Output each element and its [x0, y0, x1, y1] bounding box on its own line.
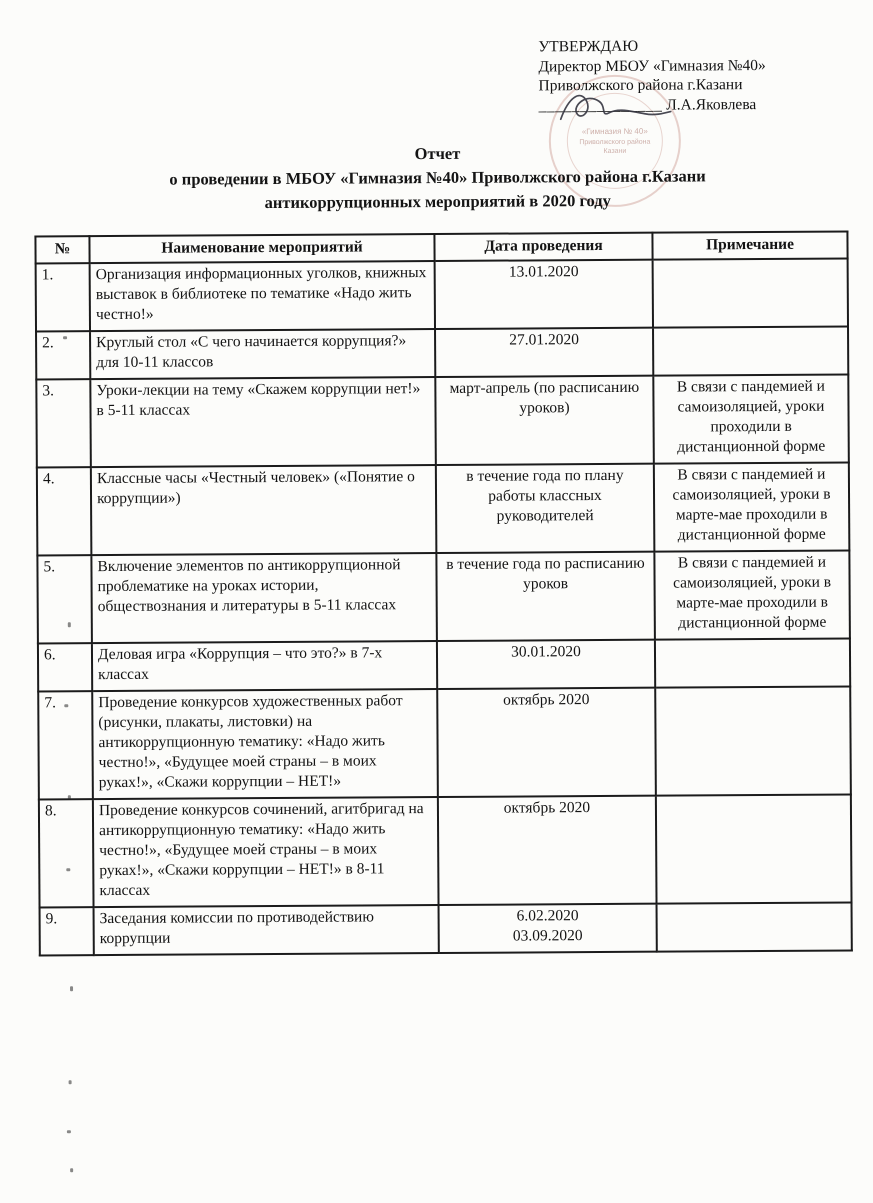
cell-date: 13.01.2020	[435, 260, 653, 329]
table-row	[38, 686, 851, 799]
cell-date: октябрь 2020	[437, 688, 656, 797]
cell-date: 27.01.2020	[435, 328, 653, 377]
cell-num: 3.	[36, 379, 91, 467]
header-num: №	[35, 236, 89, 263]
title-line-1: Отчет	[414, 143, 461, 164]
cell-num: 5.	[37, 555, 92, 643]
cell-num: 6.	[38, 643, 92, 691]
cell-name: Проведение конкурсов художественных работ (рисунки, плакаты, листовки) на антикоррупционную тематику: «Надо жить честно!», «Будущее моей страны – в моих руках!», «Скажи коррупции – НЕТ!»	[92, 689, 438, 799]
cell-note	[656, 794, 852, 903]
table-row	[38, 638, 850, 691]
cell-note: В связи с пандемией и самоизоляцией, уроки в марте-мае проходили в дистанционной форме	[654, 550, 850, 639]
cell-name: Организация информационных уголков, книжных выставок в библиотеке по тематике «Надо жить честно!»	[90, 261, 435, 331]
cell-name: Включение элементов по антикоррупционной проблематике на уроках истории, обществознания и литературы в 5-11 классах	[91, 553, 437, 643]
cell-num: 8.	[39, 799, 94, 907]
document-title	[1, 139, 873, 216]
cell-num: 2.	[36, 331, 90, 379]
header-note: Примечание	[652, 231, 847, 259]
cell-num: 7.	[38, 691, 93, 799]
scan-artifact	[70, 986, 73, 991]
table-row	[37, 462, 850, 555]
cell-note	[653, 258, 848, 327]
cell-date: октябрь 2020	[438, 796, 657, 905]
cell-num: 9.	[40, 907, 94, 955]
title-line-2: о проведении в МБОУ «Гимназия №40» Приволжского района г.Казани	[169, 166, 706, 189]
cell-note: В связи с пандемией и самоизоляцией, уроки проходили в дистанционной форме	[653, 374, 849, 463]
cell-note: В связи с пандемией и самоизоляцией, уроки в марте-мае проходили в дистанционной форме	[654, 462, 850, 551]
title-line-3: антикоррупционных мероприятий в 2020 году	[264, 190, 611, 213]
cell-date: 6.02.2020 03.09.2020	[439, 904, 657, 953]
approval-line-3: Приволжского района г.Казани	[538, 76, 743, 95]
cell-name: Проведение конкурсов сочинений, агитбригад на антикоррупционную тематику: «Надо жить честно!», «Будущее моей страны – в моих руках!», «Скажи коррупции – НЕТ!» в 8-11 классах	[93, 797, 439, 907]
stamp-line-1: «Гимназия № 40»	[581, 126, 648, 136]
cell-name: Заседания комиссии по противодействию коррупции	[94, 905, 439, 955]
table-row	[37, 550, 850, 643]
scan-artifact	[69, 1080, 72, 1084]
cell-num: 4.	[37, 467, 92, 555]
cell-name: Уроки-лекции на тему «Скажем коррупции нет!» в 5-11 классах	[90, 377, 436, 467]
stamp-line-2: Приволжского района	[579, 138, 651, 146]
table-body	[36, 258, 852, 955]
report-table	[34, 230, 852, 956]
approval-block	[538, 35, 858, 115]
cell-note	[655, 686, 851, 795]
cell-name: Деловая игра «Коррупция – что это?» в 7-х классах	[92, 641, 437, 691]
cell-note	[655, 638, 850, 687]
cell-date: март-апрель (по расписанию уроков)	[435, 376, 654, 465]
cell-note	[657, 902, 852, 951]
table-row	[36, 326, 848, 379]
cell-num: 1.	[36, 263, 90, 331]
scan-artifact	[67, 1130, 71, 1133]
stamp-line-3: Казани	[603, 147, 627, 155]
table-row	[40, 902, 852, 955]
approval-line-2: Директор МБОУ «Гимназия №40»	[538, 56, 766, 75]
cell-date: 30.01.2020	[437, 640, 655, 689]
header-date: Дата проведения	[434, 233, 652, 261]
table-row	[36, 374, 849, 467]
cell-date: в течение года по расписанию уроков	[436, 552, 655, 641]
signer-name: Л.А.Яковлева	[666, 95, 757, 114]
table-row	[36, 258, 848, 331]
cell-name: Классные часы «Честный человек» («Понятие о коррупции»)	[91, 465, 437, 555]
approval-line-1: УТВЕРЖДАЮ	[538, 37, 639, 56]
cell-name: Круглый стол «С чего начинается коррупция?» для 10-11 классов	[90, 329, 435, 379]
scan-artifact	[70, 1168, 73, 1172]
cell-note	[653, 326, 848, 375]
signature-underscores: _______________	[538, 96, 663, 114]
header-name: Наименование мероприятий	[89, 234, 434, 263]
signature-line	[539, 94, 859, 115]
cell-date: в течение года по плану работы классных руководителей	[436, 464, 655, 553]
table-row	[39, 794, 852, 907]
